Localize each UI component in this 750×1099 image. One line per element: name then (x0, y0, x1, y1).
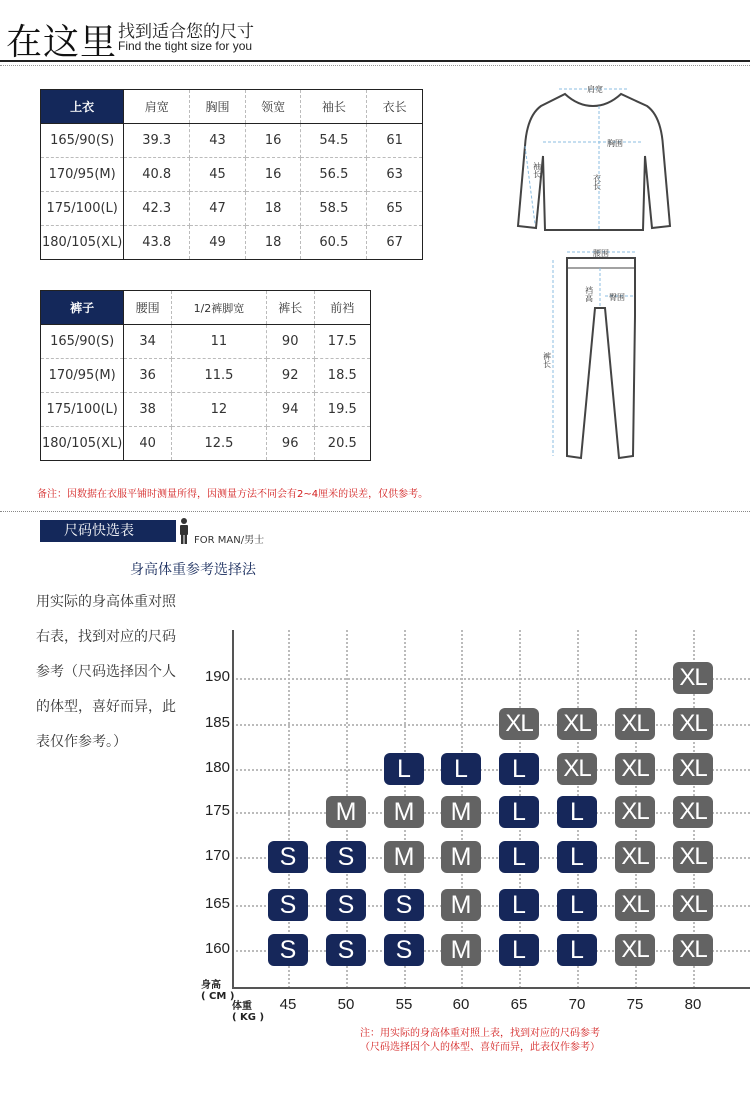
x-tick-label: 60 (452, 996, 470, 1013)
table-cell: 60.5 (301, 226, 367, 260)
x-tick-label: 65 (510, 996, 528, 1013)
table-header-row (41, 90, 423, 124)
row-size-label: 170/95(M) (41, 158, 124, 192)
size-badge: XL (615, 708, 655, 740)
header-rule (0, 60, 750, 62)
table-cell: 63 (367, 158, 423, 192)
instruction-paragraph (36, 585, 196, 760)
table-cell: 18 (245, 226, 301, 260)
table-cell: 16 (245, 124, 301, 158)
pants-label-length: 裤长 (542, 352, 552, 368)
size-badge: M (384, 841, 424, 873)
x-tick-label: 45 (279, 996, 297, 1013)
table-row (41, 158, 423, 192)
row-size-label: 180/105(XL) (41, 226, 124, 260)
method-subtitle: 身高体重参考选择法 (130, 562, 256, 578)
size-badge: L (499, 841, 539, 873)
table-cell: 94 (266, 393, 314, 427)
table-row (41, 124, 423, 158)
table-cell: 40.8 (124, 158, 190, 192)
for-man-label: FOR MAN/男士 (194, 535, 265, 546)
paragraph-line: 右表，找到对应的尺码 (36, 629, 176, 645)
paragraph-line: 用实际的身高体重对照 (36, 594, 176, 610)
table-corner-label: 上衣 (41, 90, 124, 124)
y-tick-label: 160 (204, 940, 230, 957)
y-tick-label: 170 (204, 847, 230, 864)
table-cell: 18 (245, 192, 301, 226)
x-axis-caption: 体重 ( KG ) (232, 1001, 265, 1023)
column-header: 袖长 (301, 90, 367, 124)
size-badge: L (557, 796, 597, 828)
bottom-note-line: （尺码选择因个人的体型、喜好而异，此表仅作参考） (360, 1042, 600, 1053)
x-tick-label: 70 (568, 996, 586, 1013)
size-badge: XL (615, 796, 655, 828)
size-badge: S (268, 889, 308, 921)
size-badge: S (268, 934, 308, 966)
size-badge: XL (557, 753, 597, 785)
table-cell: 42.3 (124, 192, 190, 226)
table-row (41, 359, 371, 393)
size-badge: S (326, 841, 366, 873)
y-tick-label: 165 (204, 895, 230, 912)
x-axis-line (232, 987, 750, 989)
table-cell: 16 (245, 158, 301, 192)
top-size-table (40, 89, 423, 260)
table-row (41, 192, 423, 226)
bottom-size-table (40, 290, 371, 461)
size-badge: L (441, 753, 481, 785)
x-tick-label: 75 (626, 996, 644, 1013)
size-badge: S (384, 934, 424, 966)
table-cell: 47 (190, 192, 246, 226)
size-badge: S (326, 934, 366, 966)
table-cell: 65 (367, 192, 423, 226)
x-tick-label: 80 (684, 996, 702, 1013)
size-badge: XL (673, 796, 713, 828)
table-cell: 12.5 (172, 427, 267, 461)
table-cell: 43 (190, 124, 246, 158)
column-header: 前裆 (314, 291, 370, 325)
size-badge: L (557, 841, 597, 873)
table-cell: 18.5 (314, 359, 370, 393)
page-subtitle-cn: 找到适合您的尺寸 (118, 22, 254, 42)
shirt-label-sleeve: 袖长 (532, 162, 542, 178)
pants-label-hip: 臀围 (609, 293, 625, 302)
table-cell: 20.5 (314, 427, 370, 461)
table-cell: 43.8 (124, 226, 190, 260)
bottom-note-line: 注：用实际的身高体重对照上表，找到对应的尺码参考 (360, 1028, 600, 1039)
paragraph-line: 参考（尺码选择因个人 (36, 664, 176, 680)
x-tick-label: 55 (395, 996, 413, 1013)
shirt-label-length: 衣长 (592, 174, 602, 190)
size-badge: XL (673, 753, 713, 785)
column-header: 胸围 (190, 90, 246, 124)
table-row (41, 427, 371, 461)
table-cell: 12 (172, 393, 267, 427)
y-tick-label: 190 (204, 668, 230, 685)
size-badge: L (499, 934, 539, 966)
column-header: 衣长 (367, 90, 423, 124)
size-badge: XL (673, 708, 713, 740)
table-cell: 34 (124, 325, 172, 359)
table-cell: 96 (266, 427, 314, 461)
size-badge: XL (557, 708, 597, 740)
table-cell: 58.5 (301, 192, 367, 226)
size-badge: S (268, 841, 308, 873)
table-row (41, 226, 423, 260)
table-cell: 56.5 (301, 158, 367, 192)
table-cell: 11.5 (172, 359, 267, 393)
size-badge: M (441, 934, 481, 966)
size-badge: M (326, 796, 366, 828)
table-cell: 40 (124, 427, 172, 461)
table-header-row (41, 291, 371, 325)
size-badge: M (384, 796, 424, 828)
size-badge: XL (615, 841, 655, 873)
garment-diagram (515, 76, 675, 466)
table-cell: 54.5 (301, 124, 367, 158)
page-title: 在这里 (6, 22, 118, 63)
y-tick-label: 180 (204, 759, 230, 776)
size-badge: XL (615, 889, 655, 921)
size-badge: XL (499, 708, 539, 740)
paragraph-line: 的体型，喜好而异，此 (36, 699, 176, 715)
y-axis-line (232, 630, 234, 988)
page-subtitle-en: Find the tight size for you (118, 39, 253, 53)
row-size-label: 170/95(M) (41, 359, 124, 393)
size-badge: XL (673, 889, 713, 921)
row-size-label: 165/90(S) (41, 325, 124, 359)
header-dotted-rule (0, 65, 750, 66)
measurement-note: 备注：因数据在衣服平铺时测量所得，因测量方法不同会有2~4厘米的误差，仅供参考。 (37, 489, 429, 500)
column-header: 裤长 (266, 291, 314, 325)
size-badge: L (499, 796, 539, 828)
x-tick-label: 50 (337, 996, 355, 1013)
paragraph-line: 表仅作参考。） (36, 734, 127, 750)
y-axis-caption: 身高 ( CM ) (201, 980, 235, 1002)
row-size-label: 165/90(S) (41, 124, 124, 158)
table-cell: 45 (190, 158, 246, 192)
row-size-label: 175/100(L) (41, 393, 124, 427)
shirt-label-shoulder: 肩宽 (587, 85, 603, 94)
pants-outline (567, 258, 635, 458)
column-header: 1/2裤脚宽 (172, 291, 267, 325)
y-tick-label: 185 (204, 714, 230, 731)
row-size-label: 175/100(L) (41, 192, 124, 226)
table-cell: 36 (124, 359, 172, 393)
shirt-label-chest: 胸围 (607, 139, 623, 148)
pants-label-rise: 裆高 (584, 286, 594, 302)
table-row (41, 325, 371, 359)
size-badge: L (557, 934, 597, 966)
row-size-label: 180/105(XL) (41, 427, 124, 461)
column-header: 腰围 (124, 291, 172, 325)
column-header: 领宽 (245, 90, 301, 124)
bottom-note (300, 1027, 660, 1055)
size-badge: S (326, 889, 366, 921)
table-cell: 61 (367, 124, 423, 158)
table-cell: 49 (190, 226, 246, 260)
quick-size-title: 尺码快选表 (40, 520, 176, 542)
table-cell: 19.5 (314, 393, 370, 427)
column-header: 肩宽 (124, 90, 190, 124)
size-badge: L (557, 889, 597, 921)
size-badge: S (384, 889, 424, 921)
size-badge: M (441, 796, 481, 828)
size-badge: L (499, 753, 539, 785)
table-cell: 38 (124, 393, 172, 427)
table-cell: 67 (367, 226, 423, 260)
y-tick-label: 175 (204, 802, 230, 819)
table-cell: 90 (266, 325, 314, 359)
size-badge: XL (615, 934, 655, 966)
man-icon (178, 518, 190, 544)
size-badge: L (499, 889, 539, 921)
size-badge: XL (673, 841, 713, 873)
table-cell: 92 (266, 359, 314, 393)
size-badge: L (384, 753, 424, 785)
pants-label-waist: 腰围 (593, 249, 609, 258)
table-cell: 17.5 (314, 325, 370, 359)
table-cell: 11 (172, 325, 267, 359)
size-badge: XL (673, 934, 713, 966)
section-separator (0, 511, 750, 512)
size-badge: XL (673, 662, 713, 694)
table-corner-label: 裤子 (41, 291, 124, 325)
size-badge: M (441, 841, 481, 873)
table-cell: 39.3 (124, 124, 190, 158)
size-badge: XL (615, 753, 655, 785)
table-row (41, 393, 371, 427)
size-badge: M (441, 889, 481, 921)
